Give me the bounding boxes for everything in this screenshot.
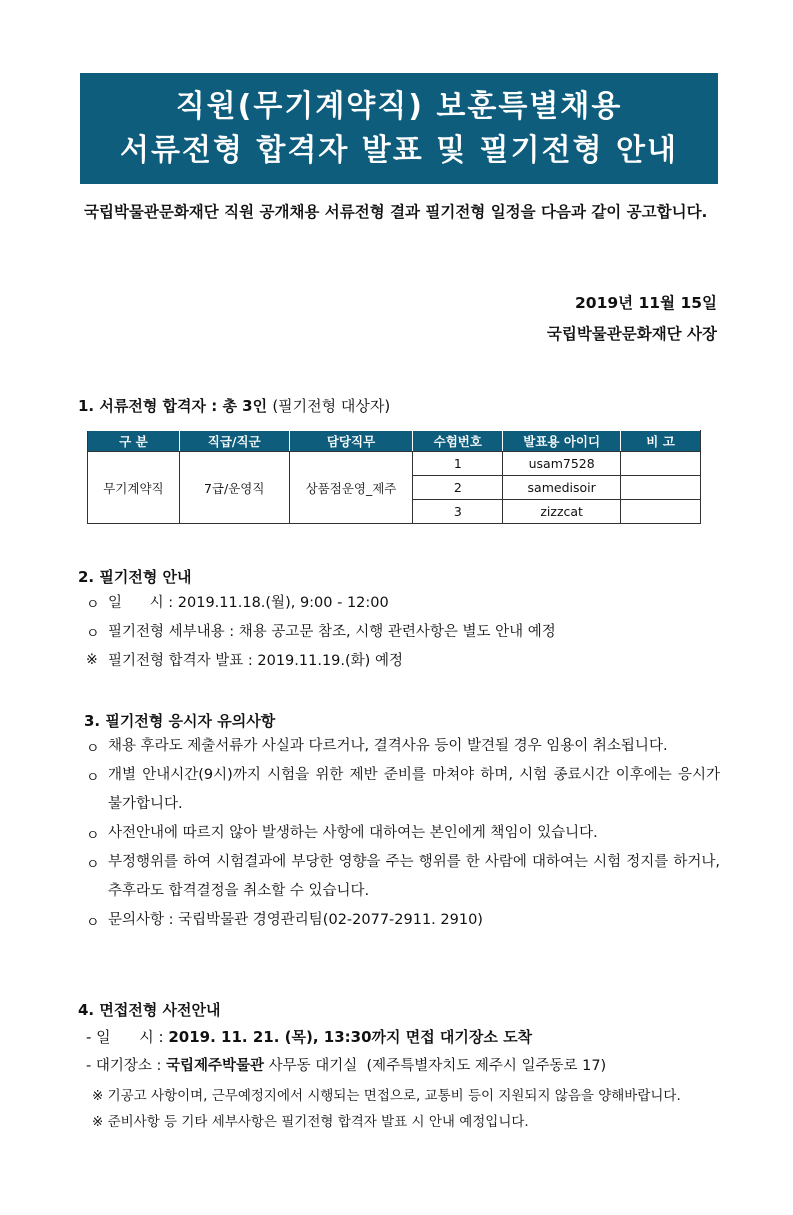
interview-date-label: - 일 시 : [86,1028,164,1046]
cell-exam-no: 3 [413,500,503,524]
bullet-mark: ㅇ [86,828,100,844]
bullet-mark: ㅇ [86,741,100,757]
bullet-mark: ㅇ [86,770,100,786]
interview-date-value: 2019. 11. 21. (목), 13:30까지 면접 대기장소 도착 [168,1028,533,1046]
notice-item: 채용 후라도 제출서류가 사실과 다르거나, 결격사유 등이 발견될 경우 임용이 취소됩니다. [108,738,668,754]
intro-text: 국립박물관문화재단 직원 공개채용 서류전형 결과 필기전형 일정을 다음과 같이 공고합니다. [84,203,708,221]
table-header-row [88,431,701,452]
cell-id: samedisoir [503,476,621,500]
cell-grade: 7급/운영직 [179,452,289,524]
issue-block [547,288,717,350]
section3-heading: 3. 필기전형 응시자 유의사항 [84,712,276,730]
section1-note: (필기전형 대상자) [272,397,391,415]
cell-exam-no: 2 [413,476,503,500]
result-table [87,430,701,524]
cell-remark [621,452,701,476]
header-duty: 담당직무 [289,431,413,452]
interview-place-detail: 사무동 대기실 (제주특별자치도 제주시 일주동로 17) [268,1058,607,1074]
cell-id: zizzcat [503,500,621,524]
section1-heading [78,395,390,416]
cell-remark [621,476,701,500]
issue-date: 2019년 11월 15일 [575,294,717,312]
title-banner [80,73,718,184]
written-exam-details: 필기전형 세부내용 : 채용 공고문 참조, 시행 관련사항은 별도 안내 예정 [108,624,556,640]
header-grade: 직급/직군 [179,431,289,452]
cell-category: 무기계약직 [88,452,180,524]
table-row [88,452,701,476]
section1-title: 1. 서류전형 합격자 : 총 3인 [78,397,268,415]
issuer: 국립박물관문화재단 사장 [546,325,717,343]
bullet-mark: ㅇ [86,915,100,931]
interview-place-label: - 대기장소 : [86,1058,162,1074]
interview-place-line [86,1056,606,1076]
written-exam-date: 일 시 : 2019.11.18.(월), 9:00 - 12:00 [108,595,389,611]
bullet-mark: ㅇ [86,626,100,642]
interview-date-line [86,1027,532,1047]
bullet-mark: ㅇ [86,857,100,873]
cell-remark [621,500,701,524]
cell-duty: 상품점운영_제주 [289,452,413,524]
title-line-1: 직원(무기계약직) 보훈특별채용 [175,88,623,124]
header-remark: 비 고 [621,431,701,452]
notice-item: 개별 안내시간(9시)까지 시험을 위한 제반 준비를 마쳐야 하며, 시험 종료시간 이후에는 응시가 불가합니다. [108,767,720,812]
bullet-mark: ㅇ [86,597,100,613]
section2-heading: 2. 필기전형 안내 [78,568,192,586]
header-category: 구 분 [88,431,180,452]
interview-place-name: 국립제주박물관 [165,1058,265,1074]
header-id: 발표용 아이디 [503,431,621,452]
section4-heading: 4. 면접전형 사전안내 [78,1001,221,1019]
contact-info: 문의사항 : 국립박물관 경영관리팀(02-2077-2911. 2910) [108,912,483,928]
written-exam-result-date: 필기전형 합격자 발표 : 2019.11.19.(화) 예정 [108,653,403,669]
cell-exam-no: 1 [413,452,503,476]
cell-id: usam7528 [503,452,621,476]
note-mark: ※ [86,652,98,668]
interview-note: ※ 기공고 사항이며, 근무예정지에서 시행되는 면접으로, 교통비 등이 지원되지 않음을 양해바랍니다. [92,1088,681,1104]
header-exam-no: 수험번호 [413,431,503,452]
notice-item: 사전안내에 따르지 않아 발생하는 사항에 대하여는 본인에게 책임이 있습니다. [108,825,598,841]
title-line-2: 서류전형 합격자 발표 및 필기전형 안내 [120,132,678,168]
interview-note: ※ 준비사항 등 기타 세부사항은 필기전형 합격자 발표 시 안내 예정입니다. [92,1114,529,1130]
notice-item: 부정행위를 하여 시험결과에 부당한 영향을 주는 행위를 한 사람에 대하여는 시험 정지를 하거나, 추후라도 합격결정을 취소할 수 있습니다. [108,854,720,899]
